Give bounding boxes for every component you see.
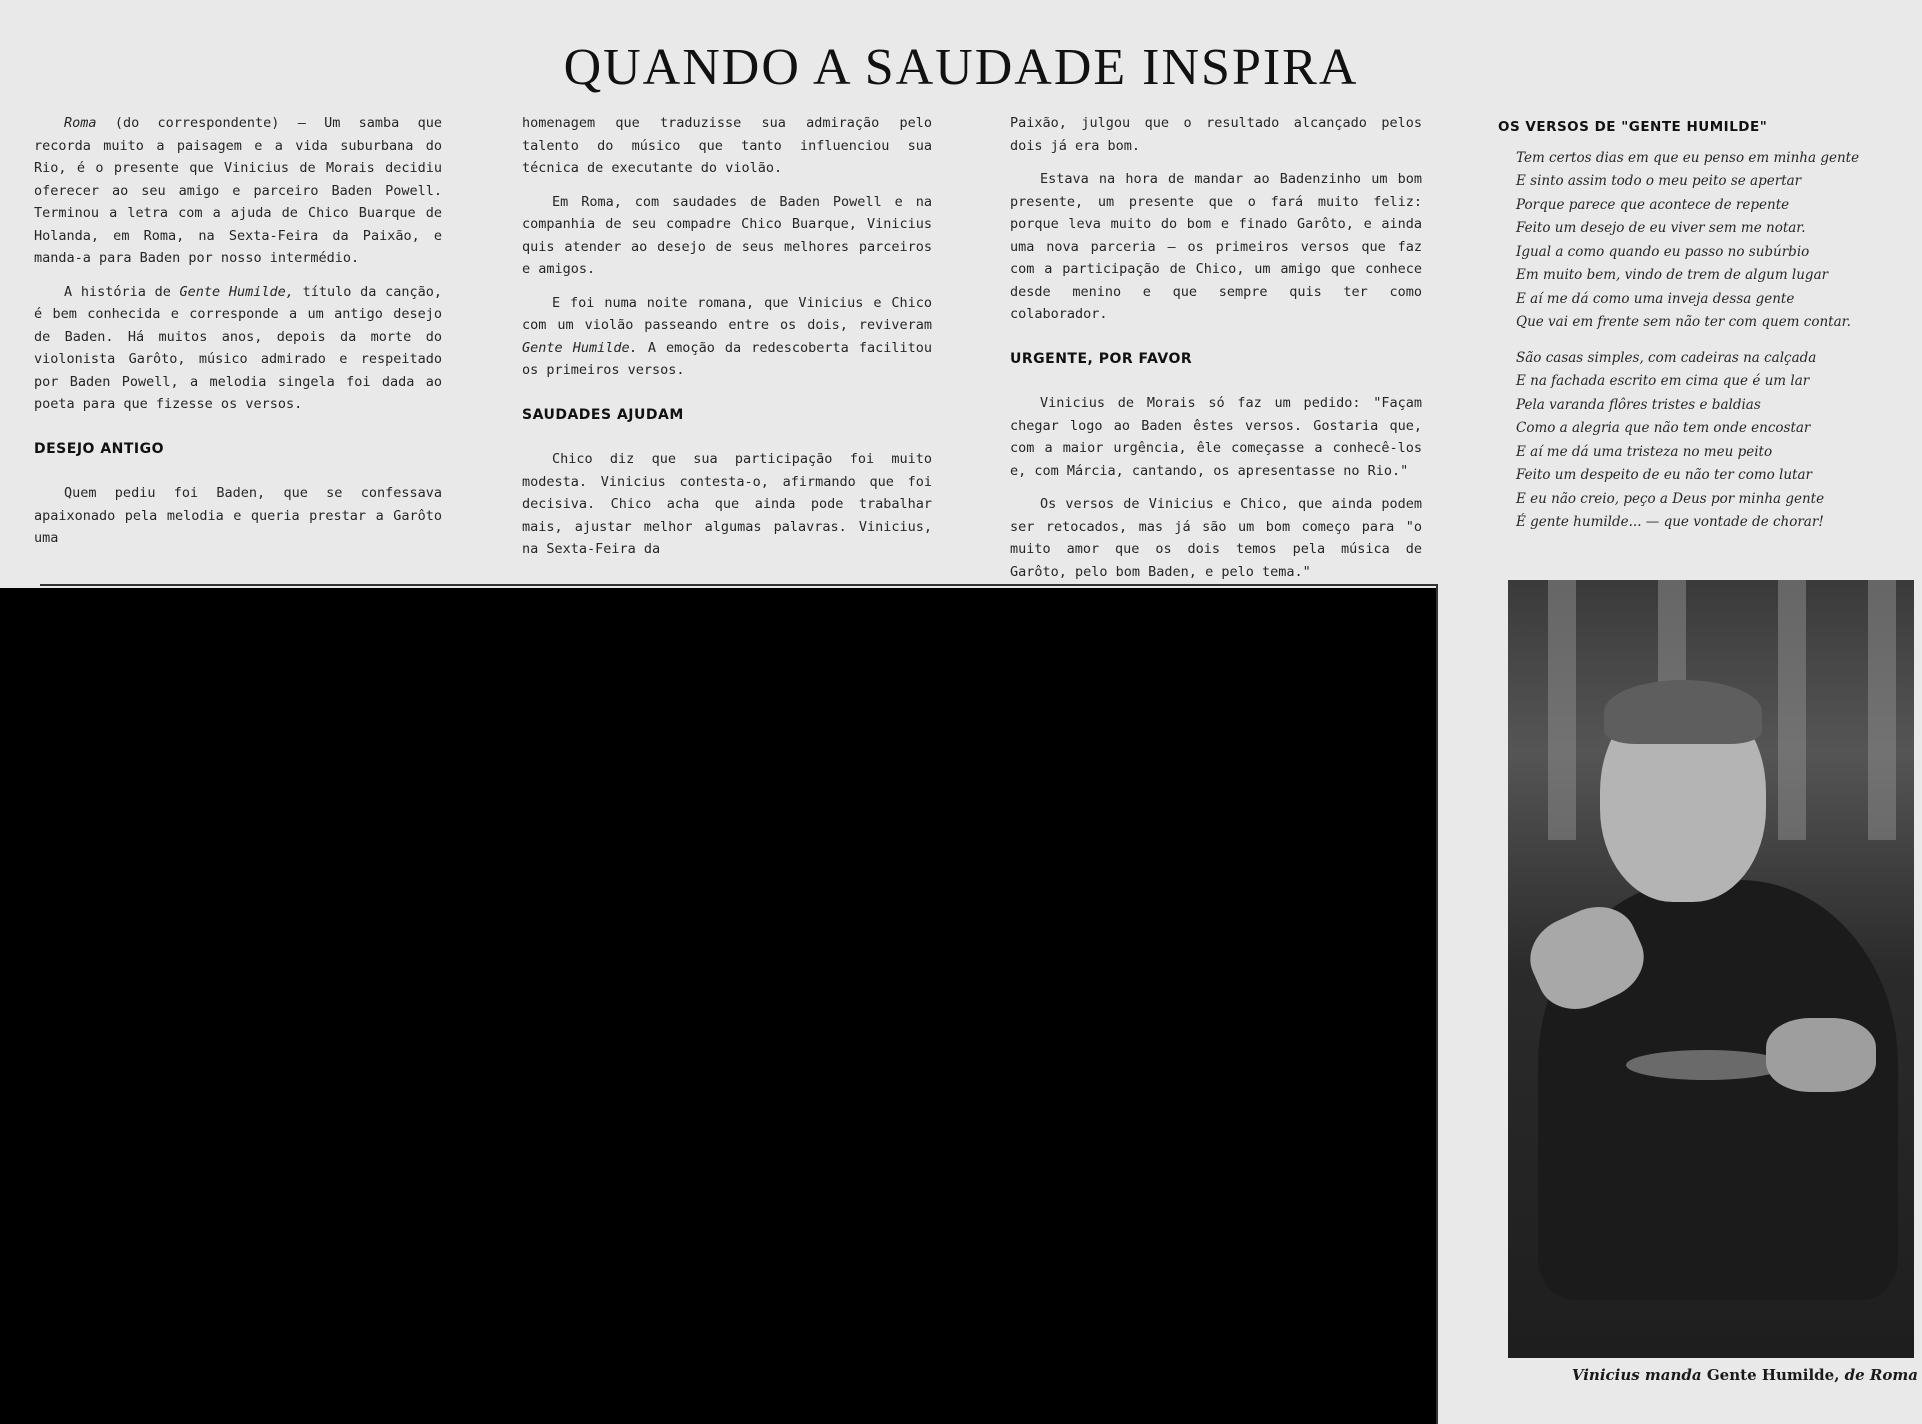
paragraph: Os versos de Vinicius e Chico, que ainda podem ser retocados, mas já são um bom começo para "o muito amor que os dois temos pela música de Garôto, pelo bom Baden, e pelo tema." <box>1010 496 1422 580</box>
article-column-1 <box>34 112 442 561</box>
black-redacted-area <box>0 588 1438 1424</box>
vertical-rule <box>1436 584 1438 1424</box>
paragraph-text: A história de <box>64 283 171 300</box>
section-heading: SAUDADES AJUDAM <box>522 406 684 423</box>
article-column-3 <box>1010 112 1422 594</box>
paragraph-text: A emoção da redescoberta facilitou os primeiros versos. <box>522 339 932 378</box>
poem-line: E aí me dá como uma inveja dessa gente <box>1516 290 1795 307</box>
paragraph: homenagem que traduzisse sua admiração pelo talento do músico que tanto influenciou sua técnica de executante do violão. <box>522 115 932 176</box>
paragraph <box>34 112 442 270</box>
poem-line: Feito um desejo de eu viver sem me notar. <box>1516 220 1806 236</box>
paragraph-text: (do correspondente) — Um samba que recorda muito a paisagem e a vida suburbana do Rio, é o presente que Vinicius de Morais decidiu oferecer ao seu amigo e parceiro Baden Powell. Terminou a letra com a ajuda de Chico Buarque de Holanda, em Roma, na Sexta-Feira da Paixão, e manda-a para Baden por nosso intermédio. <box>34 115 442 266</box>
poem-line: E eu não creio, peço a Deus por minha gente <box>1516 490 1825 507</box>
dateline: Roma <box>64 115 97 131</box>
caption-text: Vinicius manda <box>1571 1366 1702 1384</box>
paragraph <box>522 292 932 382</box>
photo-background <box>1778 580 1806 840</box>
photo-background <box>1868 580 1896 840</box>
poem-line: Feito um despeito de eu não ter como lutar <box>1516 467 1812 483</box>
poem-heading: OS VERSOS DE "GENTE HUMILDE" <box>1498 119 1768 135</box>
poem-line: Igual a como quando eu passo no subúrbio <box>1516 243 1810 260</box>
photo-figure-hair <box>1604 680 1762 744</box>
photo-object <box>1626 1050 1786 1080</box>
paragraph: Vinicius de Morais só faz um pedido: "Façam chegar logo ao Baden êstes versos. Gostaria que, com a maior urgência, êle começasse a conhecê-los e, com Márcia, cantando, os apresentasse no Rio." <box>1010 395 1422 479</box>
poem-line: E sinto assim todo o meu peito se apertar <box>1516 173 1802 189</box>
poem-line: Como a alegria que não tem onde encostar <box>1516 420 1811 436</box>
caption-text: de Roma <box>1844 1366 1918 1384</box>
photo-caption <box>1508 1366 1918 1384</box>
poem-line: Em muito bem, vindo de trem de algum lugar <box>1516 267 1829 283</box>
paragraph: Paixão, julgou que o resultado alcançado pelos dois já era bom. <box>1010 115 1422 154</box>
page-title: QUANDO A SAUDADE INSPIRA <box>563 39 1359 96</box>
poem-line: Porque parece que acontece de repente <box>1516 196 1790 213</box>
photo-background <box>1548 580 1576 840</box>
song-title: Gente Humilde, <box>179 283 294 300</box>
article-column-2 <box>522 112 932 572</box>
poem-line: E na fachada escrito em cima que é um lar <box>1516 373 1810 389</box>
paragraph: Estava na hora de mandar ao Badenzinho um bom presente, um presente que o fará muito feliz: porque leva muito do bom e finado Garôto, e ainda uma nova parceria — os primeiros versos que faz com a participação de Chico, um amigo que conhece desde menino e que sempre quis ter como colaborador. <box>1010 171 1422 322</box>
photo-figure-hand <box>1766 1018 1876 1092</box>
poem-line: Tem certos dias em que eu penso em minha gente <box>1516 149 1860 166</box>
poem-stanza <box>1516 347 1912 535</box>
poem-column <box>1498 112 1912 547</box>
paragraph-text: E foi numa noite romana, que Vinicius e Chico com um violão passeando entre os dois, reviveram <box>522 294 932 333</box>
song-title: Gente Humilde. <box>522 339 638 356</box>
poem-line: É gente humilde... — que vontade de chorar! <box>1516 514 1824 530</box>
paragraph: Chico diz que sua participação foi muito modesta. Vinicius contesta-o, afirmando que foi decisiva. Chico acha que ainda pode trabalhar mais, ajustar melhor algumas palavras. Vinicius, na Sexta-Feira da <box>522 451 932 557</box>
caption-song-title: Gente Humilde, <box>1706 1366 1840 1384</box>
paragraph-text: título da canção, é bem conhecida e corresponde a um antigo desejo de Baden. Há muitos anos, depois da morte do violonista Garôto, músico admirado e respeitado por Baden Powell, a melodia singela foi dada ao poeta para que fizesse os versos. <box>34 283 442 412</box>
poem-line: E aí me dá uma tristeza no meu peito <box>1516 443 1773 460</box>
poem-line: Pela varanda flôres tristes e baldias <box>1516 396 1761 413</box>
section-heading: DESEJO ANTIGO <box>34 440 165 457</box>
paragraph: Quem pediu foi Baden, que se confessava apaixonado pela melodia e queria prestar a Garôto uma <box>34 485 442 546</box>
poem-stanza <box>1516 147 1912 335</box>
paragraph <box>34 281 442 416</box>
paragraph: Em Roma, com saudades de Baden Powell e na companhia de seu compadre Chico Buarque, Vinicius quis atender ao desejo de seus melhores parceiros e amigos. <box>522 193 932 277</box>
poem-line: Que vai em frente sem não ter com quem contar. <box>1516 314 1851 330</box>
section-heading: URGENTE, POR FAVOR <box>1010 350 1193 367</box>
poem-line: São casas simples, com cadeiras na calçada <box>1516 349 1817 366</box>
photo-vinicius <box>1508 580 1914 1358</box>
